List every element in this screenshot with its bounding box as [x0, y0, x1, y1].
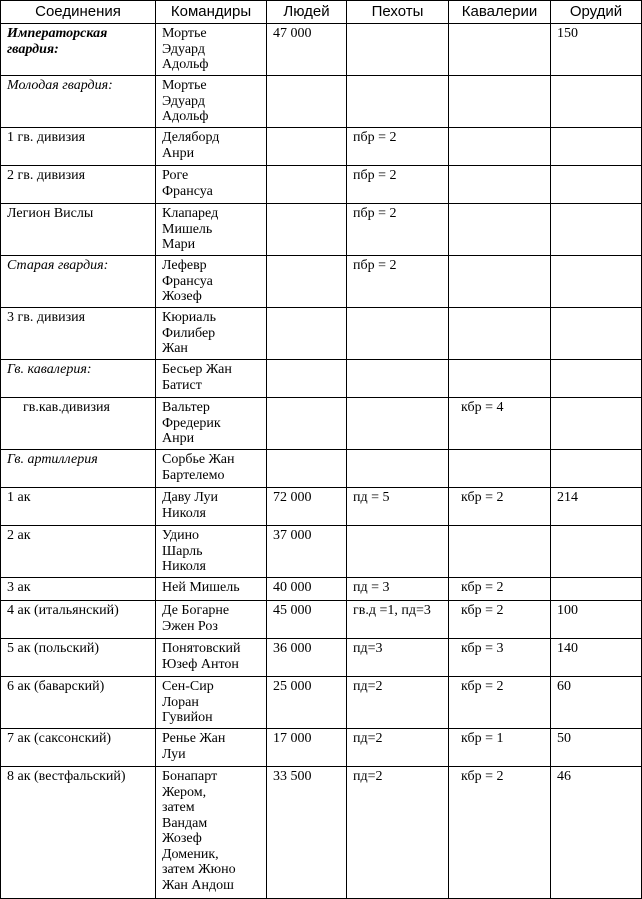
cavalry-cell: кбр = 2: [449, 767, 551, 899]
guns-cell: [551, 256, 642, 308]
commander-cell: Ней Мишель: [156, 578, 267, 601]
men-cell: [267, 204, 347, 256]
infantry-cell: [347, 526, 449, 578]
guns-cell: 60: [551, 677, 642, 729]
men-cell: [267, 76, 347, 128]
infantry-cell: [347, 76, 449, 128]
men-cell: [267, 308, 347, 360]
header-units: Соединения: [1, 1, 156, 24]
unit-cell: 2 ак: [1, 526, 156, 578]
men-cell: 37 000: [267, 526, 347, 578]
guns-cell: 150: [551, 24, 642, 76]
men-cell: 17 000: [267, 729, 347, 767]
guns-cell: 214: [551, 488, 642, 526]
cavalry-cell: [449, 166, 551, 204]
header-men: Людей: [267, 1, 347, 24]
unit-cell: Гв. артиллерия: [1, 450, 156, 488]
guns-cell: [551, 578, 642, 601]
infantry-cell: [347, 308, 449, 360]
guns-cell: [551, 76, 642, 128]
men-cell: [267, 166, 347, 204]
cavalry-cell: [449, 128, 551, 166]
men-cell: [267, 256, 347, 308]
table-row: [1, 76, 642, 128]
commander-cell: Вальтер Фредерик Анри: [156, 398, 267, 450]
infantry-cell: пд=2: [347, 677, 449, 729]
table-row: [1, 677, 642, 729]
header-cavalry: Кавалерии: [449, 1, 551, 24]
men-cell: 25 000: [267, 677, 347, 729]
unit-cell: Старая гвардия:: [1, 256, 156, 308]
unit-cell: 3 гв. дивизия: [1, 308, 156, 360]
guns-cell: 50: [551, 729, 642, 767]
table-row: [1, 639, 642, 677]
commander-cell: Удино Шарль Николя: [156, 526, 267, 578]
commander-cell: Сорбье Жан Бартелемо: [156, 450, 267, 488]
men-cell: [267, 450, 347, 488]
infantry-cell: пбр = 2: [347, 256, 449, 308]
cavalry-cell: кбр = 2: [449, 488, 551, 526]
men-cell: 45 000: [267, 601, 347, 639]
commander-cell: Лефевр Франсуа Жозеф: [156, 256, 267, 308]
table-row: [1, 578, 642, 601]
infantry-cell: гв.д =1, пд=3: [347, 601, 449, 639]
table-row: [1, 450, 642, 488]
cavalry-cell: кбр = 2: [449, 601, 551, 639]
infantry-cell: [347, 24, 449, 76]
guns-cell: 46: [551, 767, 642, 899]
commander-cell: Кюриаль Филибер Жан: [156, 308, 267, 360]
unit-cell: 3 ак: [1, 578, 156, 601]
table-row: [1, 256, 642, 308]
unit-cell: 4 ак (итальянский): [1, 601, 156, 639]
commander-cell: Де Богарне Эжен Роз: [156, 601, 267, 639]
table-row: [1, 166, 642, 204]
commander-cell: Клапаред Мишель Мари: [156, 204, 267, 256]
cavalry-cell: кбр = 2: [449, 677, 551, 729]
commander-cell: Бесьер Жан Батист: [156, 360, 267, 398]
cavalry-cell: [449, 450, 551, 488]
infantry-cell: пд=3: [347, 639, 449, 677]
cavalry-cell: кбр = 2: [449, 578, 551, 601]
commander-cell: Деляборд Анри: [156, 128, 267, 166]
table-row: [1, 398, 642, 450]
cavalry-cell: [449, 526, 551, 578]
guns-cell: [551, 450, 642, 488]
guns-cell: [551, 398, 642, 450]
table-body: [1, 24, 642, 899]
infantry-cell: пд = 5: [347, 488, 449, 526]
men-cell: 33 500: [267, 767, 347, 899]
guns-cell: 140: [551, 639, 642, 677]
guns-cell: [551, 128, 642, 166]
infantry-cell: пд = 3: [347, 578, 449, 601]
commander-cell: Понятовский Юзеф Антон: [156, 639, 267, 677]
unit-cell: 5 ак (польский): [1, 639, 156, 677]
commander-cell: Роге Франсуа: [156, 166, 267, 204]
table-row: [1, 204, 642, 256]
commander-cell: Даву Луи Николя: [156, 488, 267, 526]
cavalry-cell: [449, 256, 551, 308]
guns-cell: [551, 204, 642, 256]
men-cell: 47 000: [267, 24, 347, 76]
commander-cell: Мортье Эдуард Адольф: [156, 24, 267, 76]
cavalry-cell: [449, 204, 551, 256]
unit-cell: 7 ак (саксонский): [1, 729, 156, 767]
guns-cell: [551, 526, 642, 578]
unit-cell: Молодая гвардия:: [1, 76, 156, 128]
infantry-cell: пбр = 2: [347, 128, 449, 166]
guns-cell: [551, 308, 642, 360]
infantry-cell: пд=2: [347, 767, 449, 899]
cavalry-cell: [449, 76, 551, 128]
unit-cell: Гв. кавалерия:: [1, 360, 156, 398]
guns-cell: [551, 360, 642, 398]
guns-cell: 100: [551, 601, 642, 639]
table-row: [1, 601, 642, 639]
men-cell: 36 000: [267, 639, 347, 677]
infantry-cell: [347, 398, 449, 450]
commander-cell: Бонапарт Жером, затем Вандам Жозеф Доменик, затем Жюно Жан Андош: [156, 767, 267, 899]
infantry-cell: пд=2: [347, 729, 449, 767]
men-cell: [267, 398, 347, 450]
table-row: [1, 729, 642, 767]
infantry-cell: пбр = 2: [347, 166, 449, 204]
unit-cell: 1 ак: [1, 488, 156, 526]
infantry-cell: пбр = 2: [347, 204, 449, 256]
cavalry-cell: [449, 360, 551, 398]
unit-cell: гв.кав.дивизия: [1, 398, 156, 450]
unit-cell: 8 ак (вестфальский): [1, 767, 156, 899]
cavalry-cell: [449, 308, 551, 360]
unit-cell: Императорская гвардия:: [1, 24, 156, 76]
table-row: [1, 360, 642, 398]
men-cell: 40 000: [267, 578, 347, 601]
header-infantry: Пехоты: [347, 1, 449, 24]
header-commanders: Командиры: [156, 1, 267, 24]
header-guns: Орудий: [551, 1, 642, 24]
unit-cell: 2 гв. дивизия: [1, 166, 156, 204]
table-row: [1, 128, 642, 166]
commander-cell: Ренье Жан Луи: [156, 729, 267, 767]
men-cell: 72 000: [267, 488, 347, 526]
table-row: [1, 24, 642, 76]
unit-cell: 1 гв. дивизия: [1, 128, 156, 166]
infantry-cell: [347, 360, 449, 398]
commander-cell: Мортье Эдуард Адольф: [156, 76, 267, 128]
unit-cell: Легион Вислы: [1, 204, 156, 256]
table-row: [1, 308, 642, 360]
table-row: [1, 488, 642, 526]
cavalry-cell: кбр = 1: [449, 729, 551, 767]
header-row: [1, 1, 642, 24]
commander-cell: Сен-Сир Лоран Гувийон: [156, 677, 267, 729]
infantry-cell: [347, 450, 449, 488]
cavalry-cell: [449, 24, 551, 76]
unit-cell: 6 ак (баварский): [1, 677, 156, 729]
men-cell: [267, 360, 347, 398]
table-row: [1, 526, 642, 578]
men-cell: [267, 128, 347, 166]
cavalry-cell: кбр = 3: [449, 639, 551, 677]
cavalry-cell: кбр = 4: [449, 398, 551, 450]
guns-cell: [551, 166, 642, 204]
table-row: [1, 767, 642, 899]
